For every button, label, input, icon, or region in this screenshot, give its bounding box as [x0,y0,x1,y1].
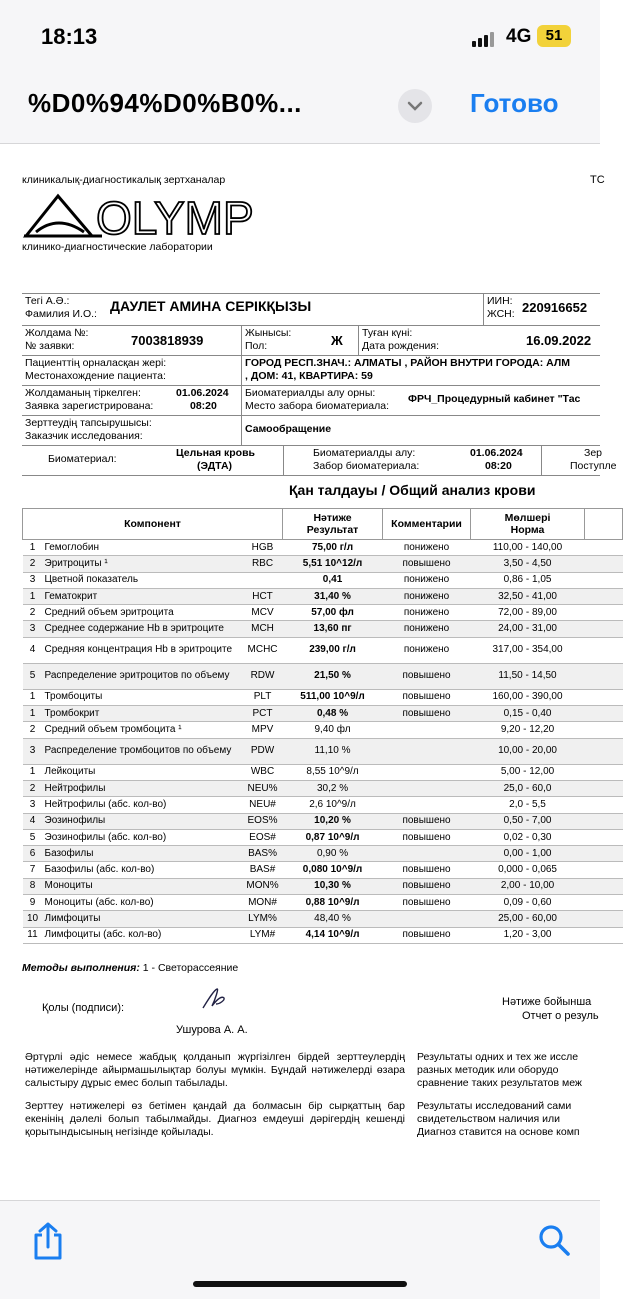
row-number: 10 [23,911,43,927]
component-name: Средняя концентрация Hb в эритроците [43,637,243,663]
row-number: 4 [23,813,43,829]
header-result: Нәтиже Результат [283,509,383,540]
header-extra [585,509,623,540]
result-comment: повышено [383,927,471,943]
sample-place-value: ФРЧ_Процедурный кабинет "Тас [408,393,581,405]
result-comment: повышено [383,689,471,705]
component-name: Лимфоциты (абс. кол-во) [43,927,243,943]
row-extra [585,911,623,927]
registered-label-ru: Заявка зарегистрирована: [25,400,154,412]
reference-range: 0,15 - 0,40 [471,706,585,722]
component-name: Тромбокрит [43,706,243,722]
component-abbr: RBC [243,556,283,572]
patient-name: ДАУЛЕТ АМИНА СЕРІКҚЫЗЫ [110,298,312,314]
result-comment: повышено [383,878,471,894]
component-abbr: MPV [243,722,283,738]
result-value: 31,40 % [283,588,383,604]
result-value: 8,55 10^9/л [283,764,383,780]
iin-value: 220916652 [522,300,588,315]
component-name: Эритроциты ¹ [43,556,243,572]
share-button[interactable] [30,1221,66,1266]
browser-bottom-bar [0,1200,600,1299]
disclaimer-ru-1b: разных методик или оборудо [417,1064,559,1076]
reference-range: 24,00 - 31,00 [471,621,585,637]
disclaimer-ru-1c: сравнение таких результатов меж [417,1077,582,1089]
row-number: 2 [23,722,43,738]
component-name: Среднее содержание Hb в эритроците [43,621,243,637]
result-note-kz: Нәтиже бойынша [502,996,592,1008]
component-abbr: EOS% [243,813,283,829]
component-name: Лимфоциты [43,911,243,927]
component-abbr: NEU# [243,797,283,813]
row-number: 2 [23,780,43,796]
component-name: Гемоглобин [43,540,243,556]
signature-icon [200,986,230,1012]
received-label-kz: Зер [584,447,603,459]
component-abbr: LYM# [243,927,283,943]
reference-range: 0,000 - 0,065 [471,862,585,878]
row-number: 2 [23,556,43,572]
header-norm: Мөлшері Норма [471,509,585,540]
table-header-row [23,509,623,540]
component-name: Эозинофилы [43,813,243,829]
result-comment: повышено [383,706,471,722]
component-abbr: NEU% [243,780,283,796]
row-extra [585,663,623,689]
reference-range: 0,86 - 1,05 [471,572,585,588]
signature-label: Қолы (подписи): [42,1002,125,1014]
component-abbr: WBC [243,764,283,780]
result-value: 0,080 10^9/л [283,862,383,878]
result-value: 75,00 г/л [283,540,383,556]
row-number: 3 [23,738,43,764]
biomaterial-value-1: Цельная кровь [176,447,255,459]
component-name: Распределение тромбоцитов по объему [43,738,243,764]
title-menu-button[interactable] [398,89,432,123]
methods-value: 1 - Светорассеяние [142,962,239,974]
row-number: 2 [23,605,43,621]
collect-date: 01.06.2024 [470,447,523,459]
browser-top-bar [0,0,600,144]
battery-icon: 51 [537,25,571,47]
table-row [23,588,623,604]
reference-range: 1,20 - 3,00 [471,927,585,943]
status-time: 18:13 [41,24,98,49]
row-number: 5 [23,829,43,845]
component-abbr: HCT [243,588,283,604]
result-value: 0,90 % [283,846,383,862]
table-row [23,637,623,663]
result-value: 511,00 10^9/л [283,689,383,705]
corner-text: ТС [590,174,605,186]
result-comment [383,846,471,862]
result-comment [383,911,471,927]
table-row [23,663,623,689]
result-comment: повышено [383,895,471,911]
reference-range: 2,0 - 5,5 [471,797,585,813]
component-abbr: MCV [243,605,283,621]
reference-range: 2,00 - 10,00 [471,878,585,894]
table-row [23,621,623,637]
component-name: Тромбоциты [43,689,243,705]
order-label-kz: Жолдама №: [25,327,89,339]
table-row [23,829,623,845]
result-value: 0,88 10^9/л [283,895,383,911]
result-value: 239,00 г/л [283,637,383,663]
result-value: 10,30 % [283,878,383,894]
disclaimer-kz-1: Әртүрлі әдіс немесе жабдық қолданып жүргізілген бірдей зерттеулердің нәтижелерінде айырмашылықтар болуы мүмкін. Бұндай нәтижелерді өзара салыстыру дұрыс емес болып табылады. [25,1051,405,1089]
component-name: Нейтрофилы (абс. кол-во) [43,797,243,813]
disclaimer-ru-2b: свидетельством наличия или [417,1113,561,1125]
row-extra [585,689,623,705]
dob-label-ru: Дата рождения: [362,340,439,352]
row-extra [585,572,623,588]
result-value: 57,00 фл [283,605,383,621]
done-button[interactable]: Готово [470,88,559,118]
result-value: 10,20 % [283,813,383,829]
row-number: 1 [23,540,43,556]
lab-brand: OLYMP [96,192,254,244]
document-page [0,150,617,1200]
home-indicator [193,1281,407,1287]
row-number: 8 [23,878,43,894]
methods-line [22,962,238,974]
biomaterial-value-2: (ЭДТА) [197,460,233,472]
row-extra [585,738,623,764]
reference-range: 110,00 - 140,00 [471,540,585,556]
row-extra [585,637,623,663]
table-row [23,878,623,894]
sample-place-label-ru: Место забора биоматериала: [245,400,390,412]
disclaimer-kz-2: Зерттеу нәтижелері өз бетімен қандай да болмасын бір сырқаттың бар екенінің дәлелі болып табылмайды. Диагноз емдеуші дәрігердің кешенді қорытындысының негізінде қойылады. [25,1100,405,1138]
table-row [23,927,623,943]
row-number: 3 [23,797,43,813]
lab-subtitle-ru: клинико-диагностические лаборатории [22,241,213,253]
component-name: Моноциты [43,878,243,894]
component-abbr: HGB [243,540,283,556]
lab-subtitle-kz: клиникалық-диагностикалық зертханалар [22,174,226,186]
collect-label-kz: Биоматериалды алу: [313,447,416,459]
sex-label-ru: Пол: [245,340,268,352]
component-abbr: EOS# [243,829,283,845]
result-comment: понижено [383,588,471,604]
order-number: 7003818939 [131,333,204,348]
component-abbr: PDW [243,738,283,764]
reference-range: 72,00 - 89,00 [471,605,585,621]
row-number: 9 [23,895,43,911]
component-abbr: BAS# [243,862,283,878]
component-name: Эозинофилы (абс. кол-во) [43,829,243,845]
result-comment [383,764,471,780]
row-extra [585,846,623,862]
row-extra [585,878,623,894]
table-row [23,706,623,722]
component-abbr: PCT [243,706,283,722]
result-note-ru: Отчет о резуль [522,1010,599,1022]
result-comment [383,722,471,738]
reference-range: 25,0 - 60,0 [471,780,585,796]
component-abbr: MCH [243,621,283,637]
component-name: Распределение эритроцитов по объему [43,663,243,689]
component-name: Моноциты (абс. кол-во) [43,895,243,911]
disclaimer-ru-2c: Диагноз ставится на основе комп [417,1126,580,1138]
location-label-kz: Пациенттің орналасқан жері: [25,357,167,369]
result-comment: понижено [383,621,471,637]
reference-range: 25,00 - 60,00 [471,911,585,927]
iin-label-ru: ЖСН: [487,308,515,320]
document-title: %D0%94%D0%B0%... [28,88,302,118]
name-label-kz: Тегі А.Ә.: [25,295,70,307]
table-row [23,797,623,813]
reference-range: 3,50 - 4,50 [471,556,585,572]
table-row [23,556,623,572]
result-comment [383,780,471,796]
sample-place-label-kz: Биоматериалды алу орны: [245,387,376,399]
result-value: 11,10 % [283,738,383,764]
sex-value: Ж [331,333,343,348]
location-label-ru: Местонахождение пациента: [25,370,166,382]
reference-range: 10,00 - 20,00 [471,738,585,764]
reference-range: 5,00 - 12,00 [471,764,585,780]
row-extra [585,927,623,943]
location-line1: ГОРОД РЕСП.ЗНАЧ.: АЛМАТЫ , РАЙОН ВНУТРИ ГОРОДА: АЛМ [245,357,570,369]
result-value: 4,14 10^9/л [283,927,383,943]
result-comment: повышено [383,862,471,878]
row-number: 3 [23,572,43,588]
report-title: Қан талдауы / Общий анализ крови [289,482,536,498]
row-number: 6 [23,846,43,862]
result-value: 0,41 [283,572,383,588]
cellular-signal-icon [472,29,496,47]
row-extra [585,605,623,621]
result-comment: понижено [383,637,471,663]
reference-range: 317,00 - 354,00 [471,637,585,663]
lab-logo [22,188,267,245]
table-row [23,911,623,927]
received-label-ru: Поступле [570,460,617,472]
collect-label-ru: Забор биоматериала: [313,460,420,472]
row-extra [585,829,623,845]
component-abbr: RDW [243,663,283,689]
result-comment: повышено [383,813,471,829]
reference-range: 32,50 - 41,00 [471,588,585,604]
result-value: 13,60 пг [283,621,383,637]
collect-time: 08:20 [485,460,512,472]
methods-label: Методы выполнения: [22,962,140,974]
row-number: 1 [23,689,43,705]
biomaterial-label: Биоматериал: [48,453,117,465]
disclaimer-ru-2a: Результаты исследований сами [417,1100,572,1112]
dob-value: 16.09.2022 [526,333,592,348]
row-extra [585,780,623,796]
header-component: Компонент [23,509,283,540]
row-extra [585,556,623,572]
reference-range: 11,50 - 14,50 [471,663,585,689]
table-row [23,572,623,588]
reference-range: 0,09 - 0,60 [471,895,585,911]
registered-label-kz: Жолдаманың тіркелген: [25,387,141,399]
row-number: 4 [23,637,43,663]
table-row [23,846,623,862]
search-icon [537,1223,571,1257]
row-extra [585,706,623,722]
result-comment: понижено [383,572,471,588]
component-name: Нейтрофилы [43,780,243,796]
result-value: 48,40 % [283,911,383,927]
search-button[interactable] [537,1223,571,1262]
signer-name: Ушурова А. А. [176,1024,248,1036]
row-number: 11 [23,927,43,943]
row-extra [585,722,623,738]
result-value: 0,87 10^9/л [283,829,383,845]
network-type: 4G [506,26,532,47]
table-row [23,895,623,911]
table-row [23,780,623,796]
row-number: 1 [23,706,43,722]
result-value: 21,50 % [283,663,383,689]
row-extra [585,895,623,911]
sex-label-kz: Жынысы: [245,327,292,339]
chevron-down-icon [407,101,423,111]
component-name: Цветной показатель [43,572,243,588]
row-extra [585,797,623,813]
result-comment: повышено [383,829,471,845]
component-abbr: MON# [243,895,283,911]
component-abbr [243,572,283,588]
component-name: Средний объем эритроцита [43,605,243,621]
row-extra [585,862,623,878]
result-comment: повышено [383,556,471,572]
reference-range: 160,00 - 390,00 [471,689,585,705]
table-row [23,764,623,780]
component-name: Лейкоциты [43,764,243,780]
row-number: 1 [23,588,43,604]
component-abbr: LYM% [243,911,283,927]
iin-label-kz: ИИН: [487,295,513,307]
row-extra [585,813,623,829]
olymp-logo-icon [22,188,267,244]
table-row [23,738,623,764]
table-row [23,862,623,878]
reference-range: 0,02 - 0,30 [471,829,585,845]
component-name: Базофилы (абс. кол-во) [43,862,243,878]
result-value: 2,6 10^9/л [283,797,383,813]
result-comment [383,738,471,764]
location-line2: , ДОМ: 41, КВАРТИРА: 59 [245,370,373,382]
result-value: 9,40 фл [283,722,383,738]
result-value: 0,48 % [283,706,383,722]
table-row [23,540,623,556]
results-table [22,508,623,944]
component-name: Базофилы [43,846,243,862]
table-row [23,689,623,705]
row-extra [585,621,623,637]
row-extra [585,588,623,604]
result-comment: понижено [383,605,471,621]
name-label-ru: Фамилия И.О.: [25,308,97,320]
row-extra [585,764,623,780]
row-number: 1 [23,764,43,780]
table-row [23,813,623,829]
result-comment: повышено [383,663,471,689]
row-number: 3 [23,621,43,637]
customer-label-kz: Зерттеудің тапсырушысы: [25,417,152,429]
result-value: 5,51 10^12/л [283,556,383,572]
component-abbr: MCHC [243,637,283,663]
row-number: 5 [23,663,43,689]
result-value: 30,2 % [283,780,383,796]
reference-range: 0,50 - 7,00 [471,813,585,829]
order-label-ru: № заявки: [25,340,75,352]
result-comment [383,797,471,813]
dob-label-kz: Туған күні: [362,327,413,339]
component-abbr: MON% [243,878,283,894]
component-abbr: PLT [243,689,283,705]
row-number: 7 [23,862,43,878]
disclaimer-ru-1a: Результаты одних и тех же иссле [417,1051,579,1063]
result-comment: понижено [383,540,471,556]
registered-date: 01.06.2024 [176,387,229,399]
component-name: Гематокрит [43,588,243,604]
share-icon [30,1221,66,1261]
component-name: Средний объем тромбоцита ¹ [43,722,243,738]
component-abbr: BAS% [243,846,283,862]
reference-range: 9,20 - 12,20 [471,722,585,738]
table-row [23,605,623,621]
header-comment: Комментарии [383,509,471,540]
customer-label-ru: Заказчик исследования: [25,430,143,442]
customer-value: Самообращение [245,423,332,435]
registered-time: 08:20 [190,400,217,412]
row-extra [585,540,623,556]
signature-image [200,986,230,1017]
reference-range: 0,00 - 1,00 [471,846,585,862]
table-row [23,722,623,738]
